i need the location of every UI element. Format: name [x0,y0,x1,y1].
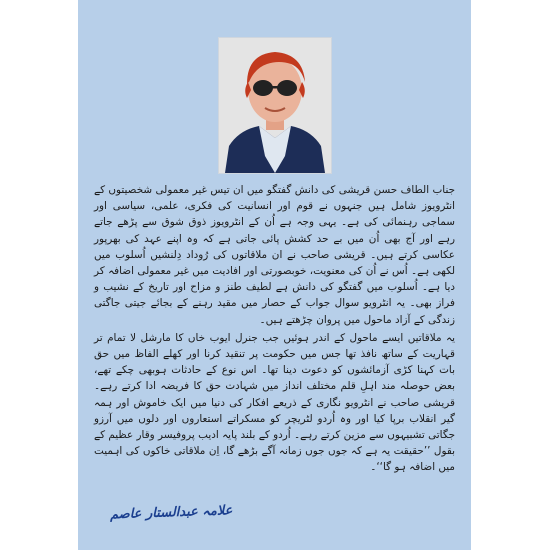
signature: علامہ عبدالستار عاصم [109,503,233,523]
paragraph-2: یہ ملاقاتیں ایسے ماحول کے اندر ہوئیں جب جنرل ایوب خاں کا مارشل لا تمام تر قہاریت کے ساتھ نافذ تھا جس میں حکومت پر تنقید کرنا اور کھلے الفاظ میں حق بات کہنا کڑی آزمائشوں کو دعوت دینا تھا۔ اس نوع کے حادثات ہوبھی چکے تھے، بعض حوصلہ مند اہلِ قلم مختلف انداز میں شہادت حق کا فریضہ ادا کرتے رہے۔ قریشی صاحب نے انٹرویو نگاری کے ذریعے افکار کی دنیا میں ایک خاموش اور ہمہ گیر انقلاب برپا کیا اور وہ اُردو لٹریچر کو مسکراتے استعاروں اور دلوں میں آرزو جگاتی تشبیہوں سے مزین کرتے رہے۔ اُردو کے بلند پایہ ادیب پروفیسر وقار عظیم کے بقول ’’حقیقت یہ ہے کہ جوں جوں زمانہ آگے بڑھے گا، اِن ملاقاتی خاکوں کی اہمیت میں اضافہ ہو گا‘‘۔ [94,331,455,474]
article-body [94,182,455,478]
paragraph-1: جناب الطاف حسن قریشی کی دانش گفتگو میں ان تیس غیر معمولی شخصیتوں کے انٹرویوز شامل ہیں جنہوں نے قوم اور انسانیت کی فکری، علمی، سیاسی اور سماجی رہنمائی کی ہے۔ یہی وجہ ہے اُن کے انٹرویوز ذوق شوق سے پڑھے جاتے رہے اور آج بھی اُن میں بے حد کشش پائی جاتی ہے کہ وہ اپنے عہد کی بھرپور عکاسی کرتے ہیں۔ قریشی صاحب نے ان ملاقاتوں کی رُوداد دِلنشیں اُسلوب میں لکھی ہے۔ اُس نے اُن کی معنویت، خوبصورتی اور افادیت میں غیر معمولی اضافہ کر دیا ہے۔ اُسلوب میں گفتگو کی دانش ہے لطیف طنز و مزاح اور تاریخ کے نشیب و فراز بھی۔ یہ انٹرویو سوال جواب کے حصار میں مقید رہنے کے بجائے جیتی جاگتی زندگی کے آزاد ماحول میں پروان چڑھتے ہیں۔ [94,184,455,326]
author-portrait [218,37,332,174]
book-page [78,0,471,550]
